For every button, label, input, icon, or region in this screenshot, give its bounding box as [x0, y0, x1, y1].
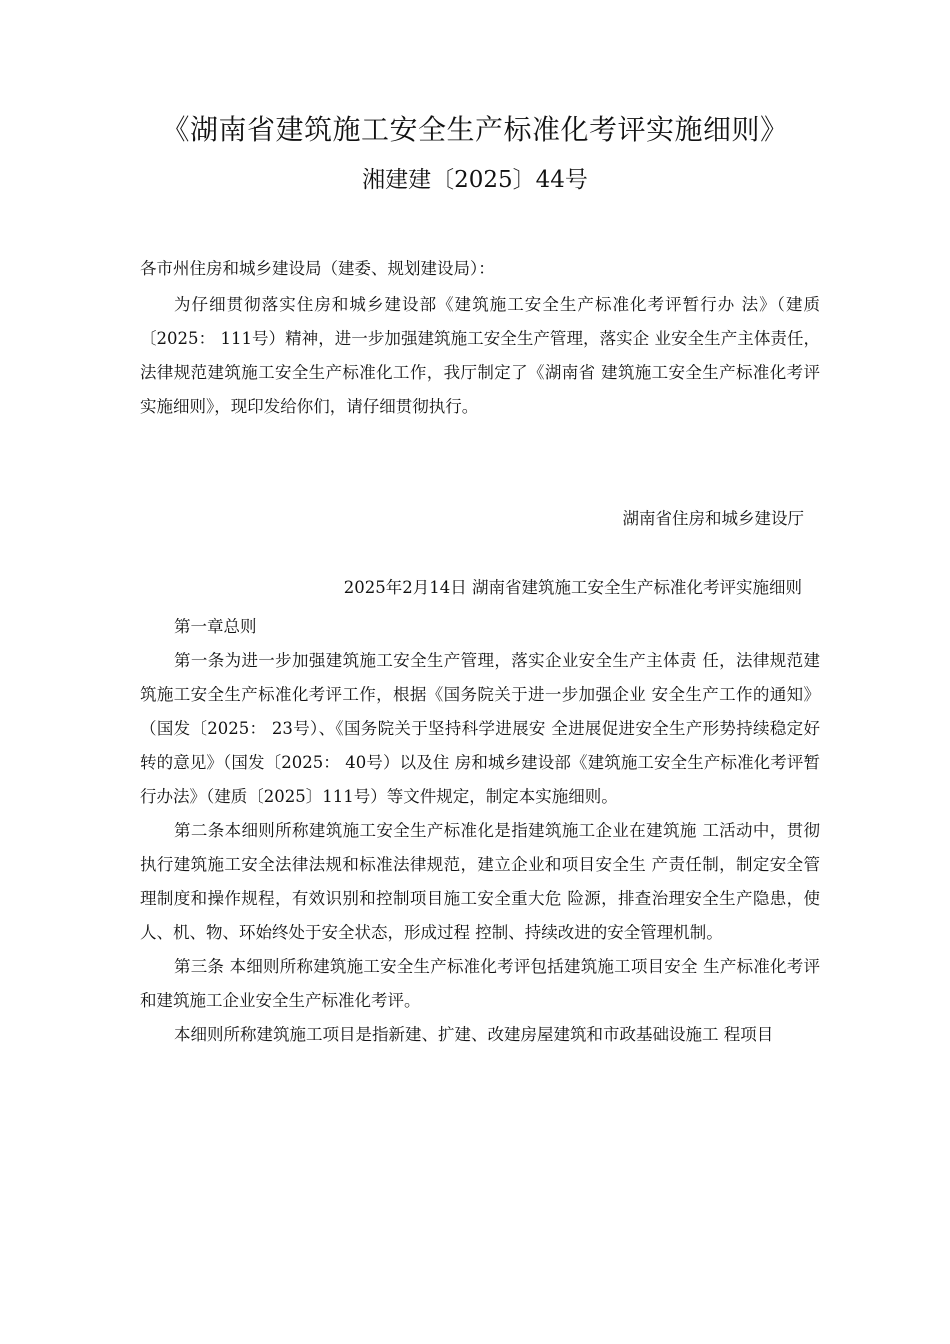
intro-paragraph: 为仔细贯彻落实住房和城乡建设部《建筑施工安全生产标准化考评暂行办 法》（建质〔2025： 111号）精神，进一步加强建筑施工安全生产管理，落实企 业安全生产主体责任，法律规范建筑施工安全生产标准化工作，我厅制定了《湖南省 建筑施工安全生产标准化考评实施细则》，现印发给你们，请仔细贯彻执行。 — [140, 295, 820, 416]
intro-section — [140, 288, 820, 424]
document-number: 湘建建〔2025〕44号 — [362, 167, 588, 193]
issuer-signature: 湖南省住房和城乡建设厅 — [622, 509, 804, 528]
article-paragraph: 第三条 本细则所称建筑施工安全生产标准化考评包括建筑施工项目安全 生产标准化考评和建筑施工企业安全生产标准化考评。 — [140, 957, 820, 1010]
chapter-heading: 第一章总则 — [174, 617, 257, 636]
article-paragraph: 本细则所称建筑施工项目是指新建、扩建、改建房屋建筑和市政基础设施工 程项目 — [174, 1025, 774, 1044]
article-paragraph: 第二条本细则所称建筑施工安全生产标准化是指建筑施工企业在建筑施 工活动中，贯彻执行建筑施工安全法律法规和标准法律规范，建立企业和项目安全生 产责任制，制定安全管理制度和操作规程，有效识别和控制项目施工安全重大危 险源，排查治理安全生产隐患，使人、机、物、环始终处于安全状态，形成过程 控制、持续改进的安全管理机制。 — [140, 821, 820, 942]
issue-date-line: 2025年2月14日 湖南省建筑施工安全生产标准化考评实施细则 — [343, 578, 802, 597]
addressee-line: 各市州住房和城乡建设局（建委、规划建设局）： — [140, 259, 495, 278]
document-title: 《湖南省建筑施工安全生产标准化考评实施细则》 — [161, 113, 789, 146]
article-paragraph: 第一条为进一步加强建筑施工安全生产管理，落实企业安全生产主体责 任，法律规范建筑施工安全生产标准化考评工作，根据《国务院关于进一步加强企业 安全生产工作的通知》（国发〔2025： 23号）、《国务院关于坚持科学进展安 全进展促进安全生产形势持续稳定好转的意见》（国发〔2025： 40号）以及住 房和城乡建设部《建筑施工安全生产标准化考评暂行办法》（建质〔2025〕111号）等文件规定，制定本实施细则。 — [140, 651, 820, 806]
rules-body — [140, 610, 820, 1052]
